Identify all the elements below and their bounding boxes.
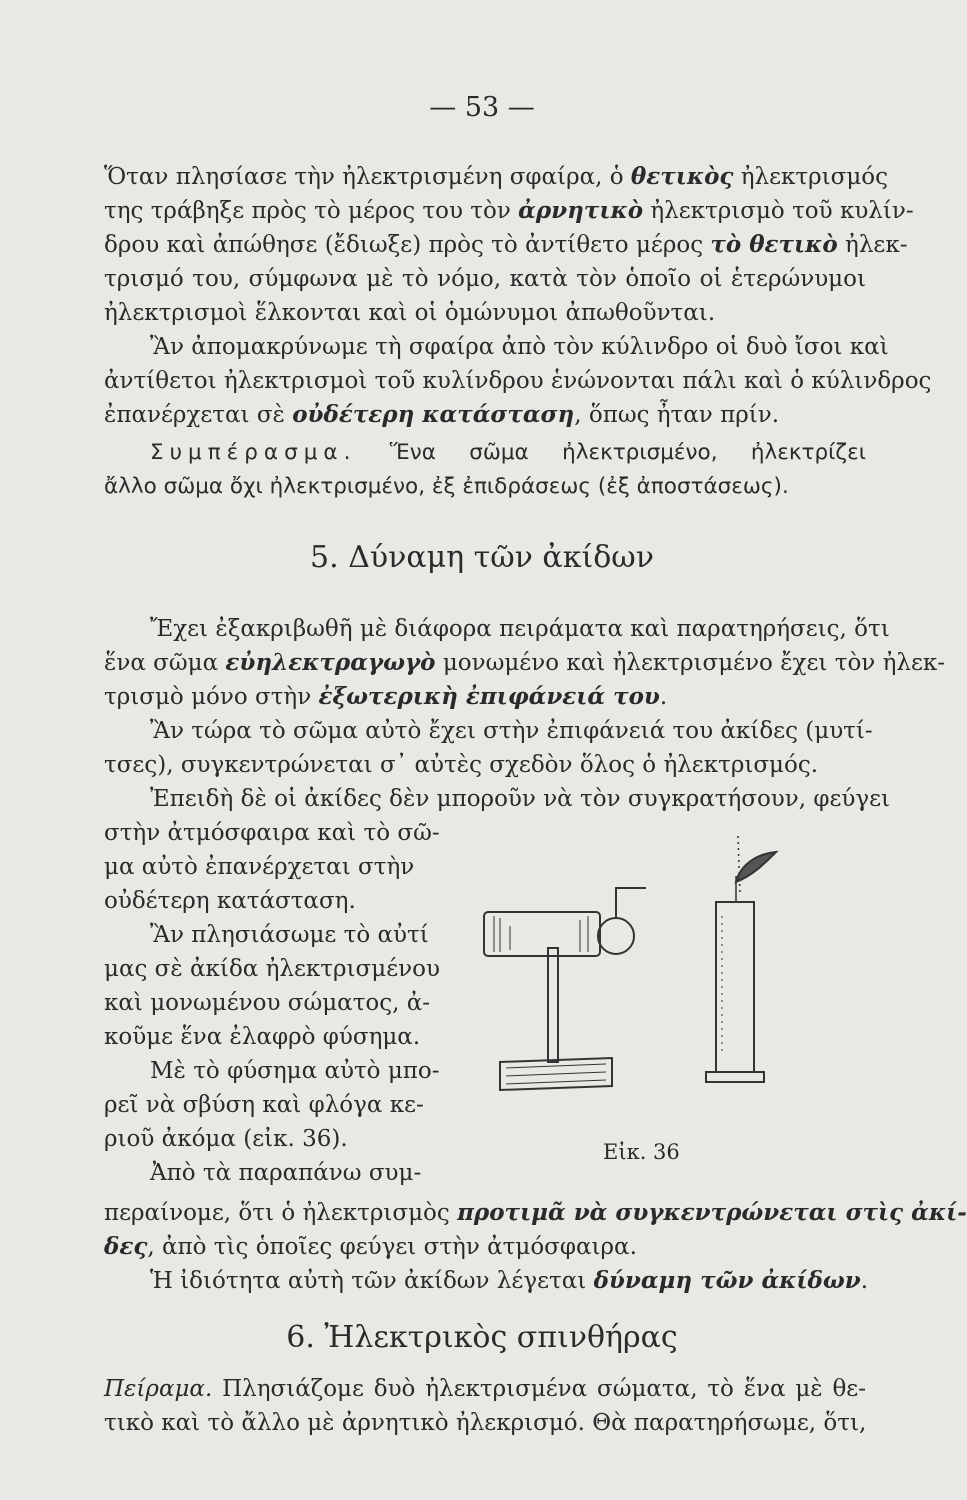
- figure-flame: [736, 852, 776, 882]
- conclusion-label: Συμπέρασμα.: [150, 440, 357, 465]
- conclusion-line: ἄλλο σῶμα ὄχι ἠλεκτρισμένο, ἐξ ἐπιδράσεως (ἐξ ἀποστάσεως).: [104, 474, 789, 499]
- text-line: Ἂν πλησιάσωμε τὸ αὐτί: [150, 922, 429, 948]
- figure-caption: Εἰκ. 36: [603, 1140, 680, 1164]
- text-line: καὶ μονωμένου σώματος, ἀ-: [104, 990, 431, 1016]
- text-line: ἀντίθετοι ἠλεκτρισμοὶ τοῦ κυλίνδρου ἑνώνονται πάλι καὶ ὁ κύλινδρος: [104, 368, 932, 394]
- text-line: Ἂν τώρα τὸ σῶμα αὐτὸ ἔχει στὴν ἐπιφάνειά του ἀκίδες (μυτί-: [150, 718, 873, 744]
- text-line: της τράβηξε πρὸς τὸ μέρος του τὸν ἀρνητικὸ ἠλεκτρισμὸ τοῦ κυλίν-: [104, 197, 914, 224]
- figure-cylinder: [484, 912, 600, 956]
- text-line: οὐδέτερη κατάσταση.: [104, 888, 356, 914]
- text-line: ρεῖ νὰ σβύση καὶ φλόγα κε-: [104, 1092, 424, 1118]
- text-line: ριοῦ ἀκόμα (εἰκ. 36).: [104, 1126, 348, 1152]
- conclusion-line: Συμπέρασμα. Ἕνα σῶμα ἠλεκτρισμένο, ἠλεκτρίζει: [150, 440, 866, 465]
- text-line: τικὸ καὶ τὸ ἄλλο μὲ ἀρνητικὸ ἠλεκρισμό. Θὰ παρατηρήσωμε, ὅτι,: [104, 1410, 867, 1436]
- text-line: στὴν ἀτμόσφαιρα καὶ τὸ σῶ-: [104, 820, 440, 846]
- text-line: Ἐπειδὴ δὲ οἱ ἀκίδες δὲν μποροῦν νὰ τὸν συγκρατήσουν, φεύγει: [150, 786, 891, 812]
- text-line: Ὅταν πλησίασε τὴν ἠλεκτρισμένη σφαίρα, ὁ θετικὸς ἠλεκτρισμός: [104, 163, 889, 190]
- text-line: ἕνα σῶμα εὐηλεκτραγωγὸ μονωμένο καὶ ἠλεκτρισμένο ἔχει τὸν ἠλεκ-: [104, 649, 946, 676]
- page-number: — 53 —: [429, 92, 535, 123]
- text-line: τσες), συγκεντρώνεται σ᾽ αὐτὲς σχεδὸν ὅλος ὁ ἠλεκτρισμός.: [104, 752, 819, 778]
- text-line: μας σὲ ἀκίδα ἠλεκτρισμένου: [104, 956, 440, 982]
- text-line: τρισμὸ μόνο στὴν ἐξωτερικὴ ἐπιφάνειά του.: [104, 683, 668, 710]
- figure-36-illustration: [470, 836, 810, 1096]
- text-line: δες, ἀπὸ τὶς ὁποῖες φεύγει στὴν ἀτμόσφαιρα.: [104, 1233, 637, 1260]
- text-line: Ἡ ἰδιότητα αὐτὴ τῶν ἀκίδων λέγεται δύναμη τῶν ἀκίδων.: [150, 1267, 869, 1294]
- text-line: δρου καὶ ἀπώθησε (ἔδιωξε) πρὸς τὸ ἀντίθετο μέρος τὸ θετικὸ ἠλεκ-: [104, 231, 908, 258]
- text-line: Ἔχει ἐξακριβωθῆ μὲ διάφορα πειράματα καὶ παρατηρήσεις, ὅτι: [150, 616, 890, 642]
- text-line: κοῦμε ἕνα ἐλαφρὸ φύσημα.: [104, 1024, 421, 1050]
- figure-post: [548, 948, 558, 1062]
- figure-sphere: [598, 918, 634, 954]
- experiment-label: Πείραμα.: [104, 1376, 213, 1402]
- text-line: περαίνομε, ὅτι ὁ ἠλεκτρισμὸς προτιμᾶ νὰ συγκεντρώνεται στὶς ἀκί-: [104, 1199, 967, 1226]
- section-heading: 5. Δύναμη τῶν ἀκίδων: [310, 540, 654, 575]
- text-line: Ἀπὸ τὰ παραπάνω συμ-: [150, 1160, 422, 1186]
- text-line: Μὲ τὸ φύσημα αὐτὸ μπο-: [150, 1058, 440, 1084]
- text-line: ἐπανέρχεται σὲ οὐδέτερη κατάσταση, ὅπως ἦταν πρίν.: [104, 401, 780, 428]
- section-heading: 6. Ἠλεκτρικὸς σπινθήρας: [286, 1320, 678, 1355]
- text-line: ἠλεκτρισμοὶ ἕλκονται καὶ οἱ ὁμώνυμοι ἀπωθοῦνται.: [104, 300, 716, 326]
- text-line: Πείραμα. Πλησιάζομε δυὸ ἠλεκτρισμένα σώματα, τὸ ἕνα μὲ θε-: [104, 1376, 866, 1402]
- text-line: τρισμό του, σύμφωνα μὲ τὸ νόμο, κατὰ τὸν ὁποῖο οἱ ἑτερώνυμοι: [104, 266, 866, 292]
- figure-point: [616, 888, 646, 918]
- text-line: μα αὐτὸ ἐπανέρχεται στὴν: [104, 854, 415, 880]
- text-line: Ἂν ἀπομακρύνωμε τὴ σφαίρα ἀπὸ τὸν κύλινδρο οἱ δυὸ ἴσοι καὶ: [150, 334, 889, 360]
